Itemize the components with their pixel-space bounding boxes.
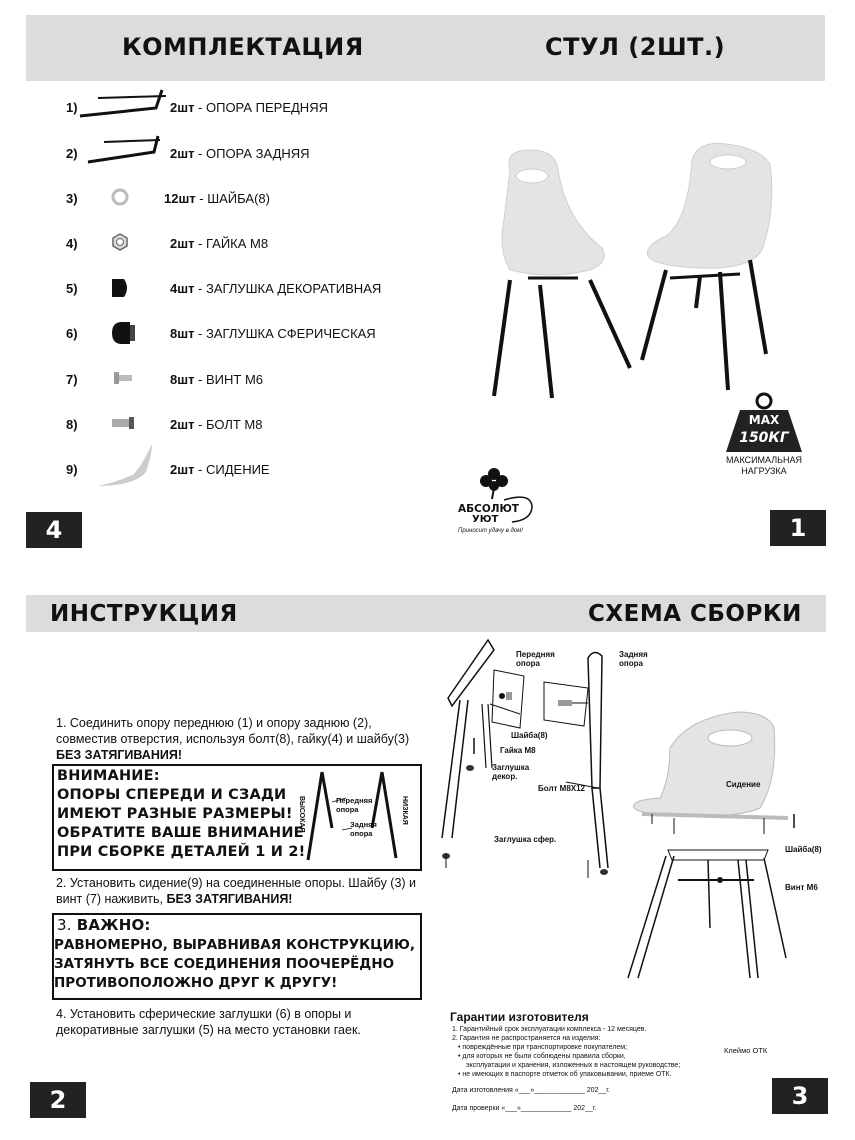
step-4-text: 4. Установить сферические заглушки (6) в опоры и декоративные заглушки (5) на место установки гаек.: [56, 1007, 361, 1037]
label-front-leg: Передняя опора: [516, 650, 555, 668]
assembly-diagram: [438, 628, 838, 1008]
list-item: 2) 2шт - ОПОРА ЗАДНЯЯ: [66, 140, 446, 170]
important-title: 3. ВАЖНО:: [57, 916, 151, 934]
label-back-leg: Задняя опора: [619, 650, 648, 668]
step-1-text: 1. Соединить опору переднюю (1) и опору заднюю (2), совместив отверстия, используя болт(8), гайку(4) и шайбу(3) БЕЗ ЗАТЯГИВАНИЯ!: [56, 716, 410, 762]
date-check: Дата проверки «___»_____________ 202__г.: [452, 1105, 597, 1112]
list-item: 3) 12шт - ШАЙБА(8): [66, 185, 446, 215]
page-number-4: 4: [26, 512, 82, 548]
attention-text: ОПОРЫ СПЕРЕДИ И СЗАДИ ИМЕЮТ РАЗНЫЕ РАЗМЕРЫ! ОБРАТИТЕ ВАШЕ ВНИМАНИЕ ПРИ СБОРКЕ ДЕТАЛЕЙ 1 И 2!: [57, 787, 306, 860]
list-item: 4) 2шт - ГАЙКА М8: [66, 230, 446, 260]
back-leg-icon: [84, 134, 164, 168]
page2-title: ИНСТРУКЦИЯ: [50, 601, 238, 627]
label-seat: Сидение: [726, 780, 761, 789]
washer-icon: [110, 187, 130, 207]
list-item: 7) 8шт - ВИНТ М6: [66, 372, 264, 387]
warranty-text: 1. Гарантийный срок эксплуатации комплекса - 12 месяцев. 2. Гарантия не распространяется на изделия: • повреждённые при транспортировке покупателем; • для которых не были соблюдены правила сборки, эксплуатации и хранения, изложенных в настоящем руководстве; • не имеющих в паспорте отметок об упаковывании, приеме ОТК.: [452, 1026, 681, 1078]
label-bolt: Болт М8Х12: [538, 784, 586, 793]
label-washer: Шайба(8): [511, 731, 548, 740]
nut-icon: [110, 232, 130, 252]
leg-high-label: ВЫСОКАЯ: [298, 796, 305, 833]
leg-low-label: НИЗКАЯ: [401, 796, 408, 825]
leg-back-label: Задняя опора: [350, 820, 377, 838]
label-sphere-cap: Заглушка сфер.: [494, 835, 557, 844]
brand-name: АБСОЛЮТ: [458, 503, 519, 515]
list-item: 6) 8шт - ЗАГЛУШКА СФЕРИЧЕСКАЯ: [66, 320, 446, 350]
chairs-illustration: [470, 140, 780, 410]
list-item: 8) 2шт - БОЛТ М8: [66, 417, 263, 432]
legs-compare-diagram: [296, 768, 416, 866]
page-number-3: 3: [772, 1078, 828, 1114]
label-screw: Винт М6: [785, 883, 818, 892]
label-cap: Заглушка декор.: [492, 763, 530, 781]
brand-swoosh-icon: [500, 492, 536, 526]
important-text: РАВНОМЕРНО, ВЫРАВНИВАЯ КОНСТРУКЦИЮ, ЗАТЯНУТЬ ВСЕ СОЕДИНЕНИЯ ПООЧЕРЁДНО ПРОТИВОПОЛОЖНО ДРУГ К ДРУГУ!: [54, 937, 415, 991]
label-washer-2: Шайба(8): [785, 845, 822, 854]
brand-name-2: УЮТ: [472, 514, 499, 525]
seat-icon: [94, 442, 158, 492]
warranty-title: Гарантии изготовителя: [450, 1010, 589, 1024]
weight-caption: МАКСИМАЛЬНАЯ НАГРУЗКА: [725, 455, 803, 476]
decorative-cap-icon: [108, 275, 132, 301]
date-made: Дата изготовления «___»_____________ 202__г.: [452, 1087, 610, 1094]
page4-title: КОМПЛЕКТАЦИЯ: [122, 33, 364, 61]
otk-stamp-label: Клеймо ОТК: [724, 1046, 768, 1055]
attention-title: ВНИМАНИЕ:: [57, 768, 160, 784]
screw-icon: [112, 370, 134, 386]
weight-value: 150КГ: [739, 430, 789, 446]
brand-slogan: Приносит удачу в дом!: [458, 528, 523, 534]
bolt-icon: [110, 415, 136, 431]
list-item: 1) 2шт - ОПОРА ПЕРЕДНЯЯ: [66, 94, 446, 124]
label-nut: Гайка М8: [500, 746, 536, 755]
front-leg-icon: [78, 86, 168, 126]
page-number-2: 2: [30, 1082, 86, 1118]
spherical-cap-icon: [108, 320, 138, 346]
step-2-text: 2. Установить сидение(9) на соединенные опоры. Шайбу (3) и винт (7) наживить, БЕЗ ЗАТЯГИВАНИЯ!: [56, 876, 417, 906]
page-number-1: 1: [770, 510, 826, 546]
page1-title: СТУЛ (2ШТ.): [545, 33, 726, 61]
page3-title: СХЕМА СБОРКИ: [588, 601, 802, 627]
weight-max: MAX: [748, 413, 780, 427]
leg-front-label: Передняя опора: [336, 796, 373, 814]
list-item: 5) 4шт - ЗАГЛУШКА ДЕКОРАТИВНАЯ: [66, 275, 446, 305]
list-item: 9) 2шт - СИДЕНИЕ: [66, 456, 446, 486]
